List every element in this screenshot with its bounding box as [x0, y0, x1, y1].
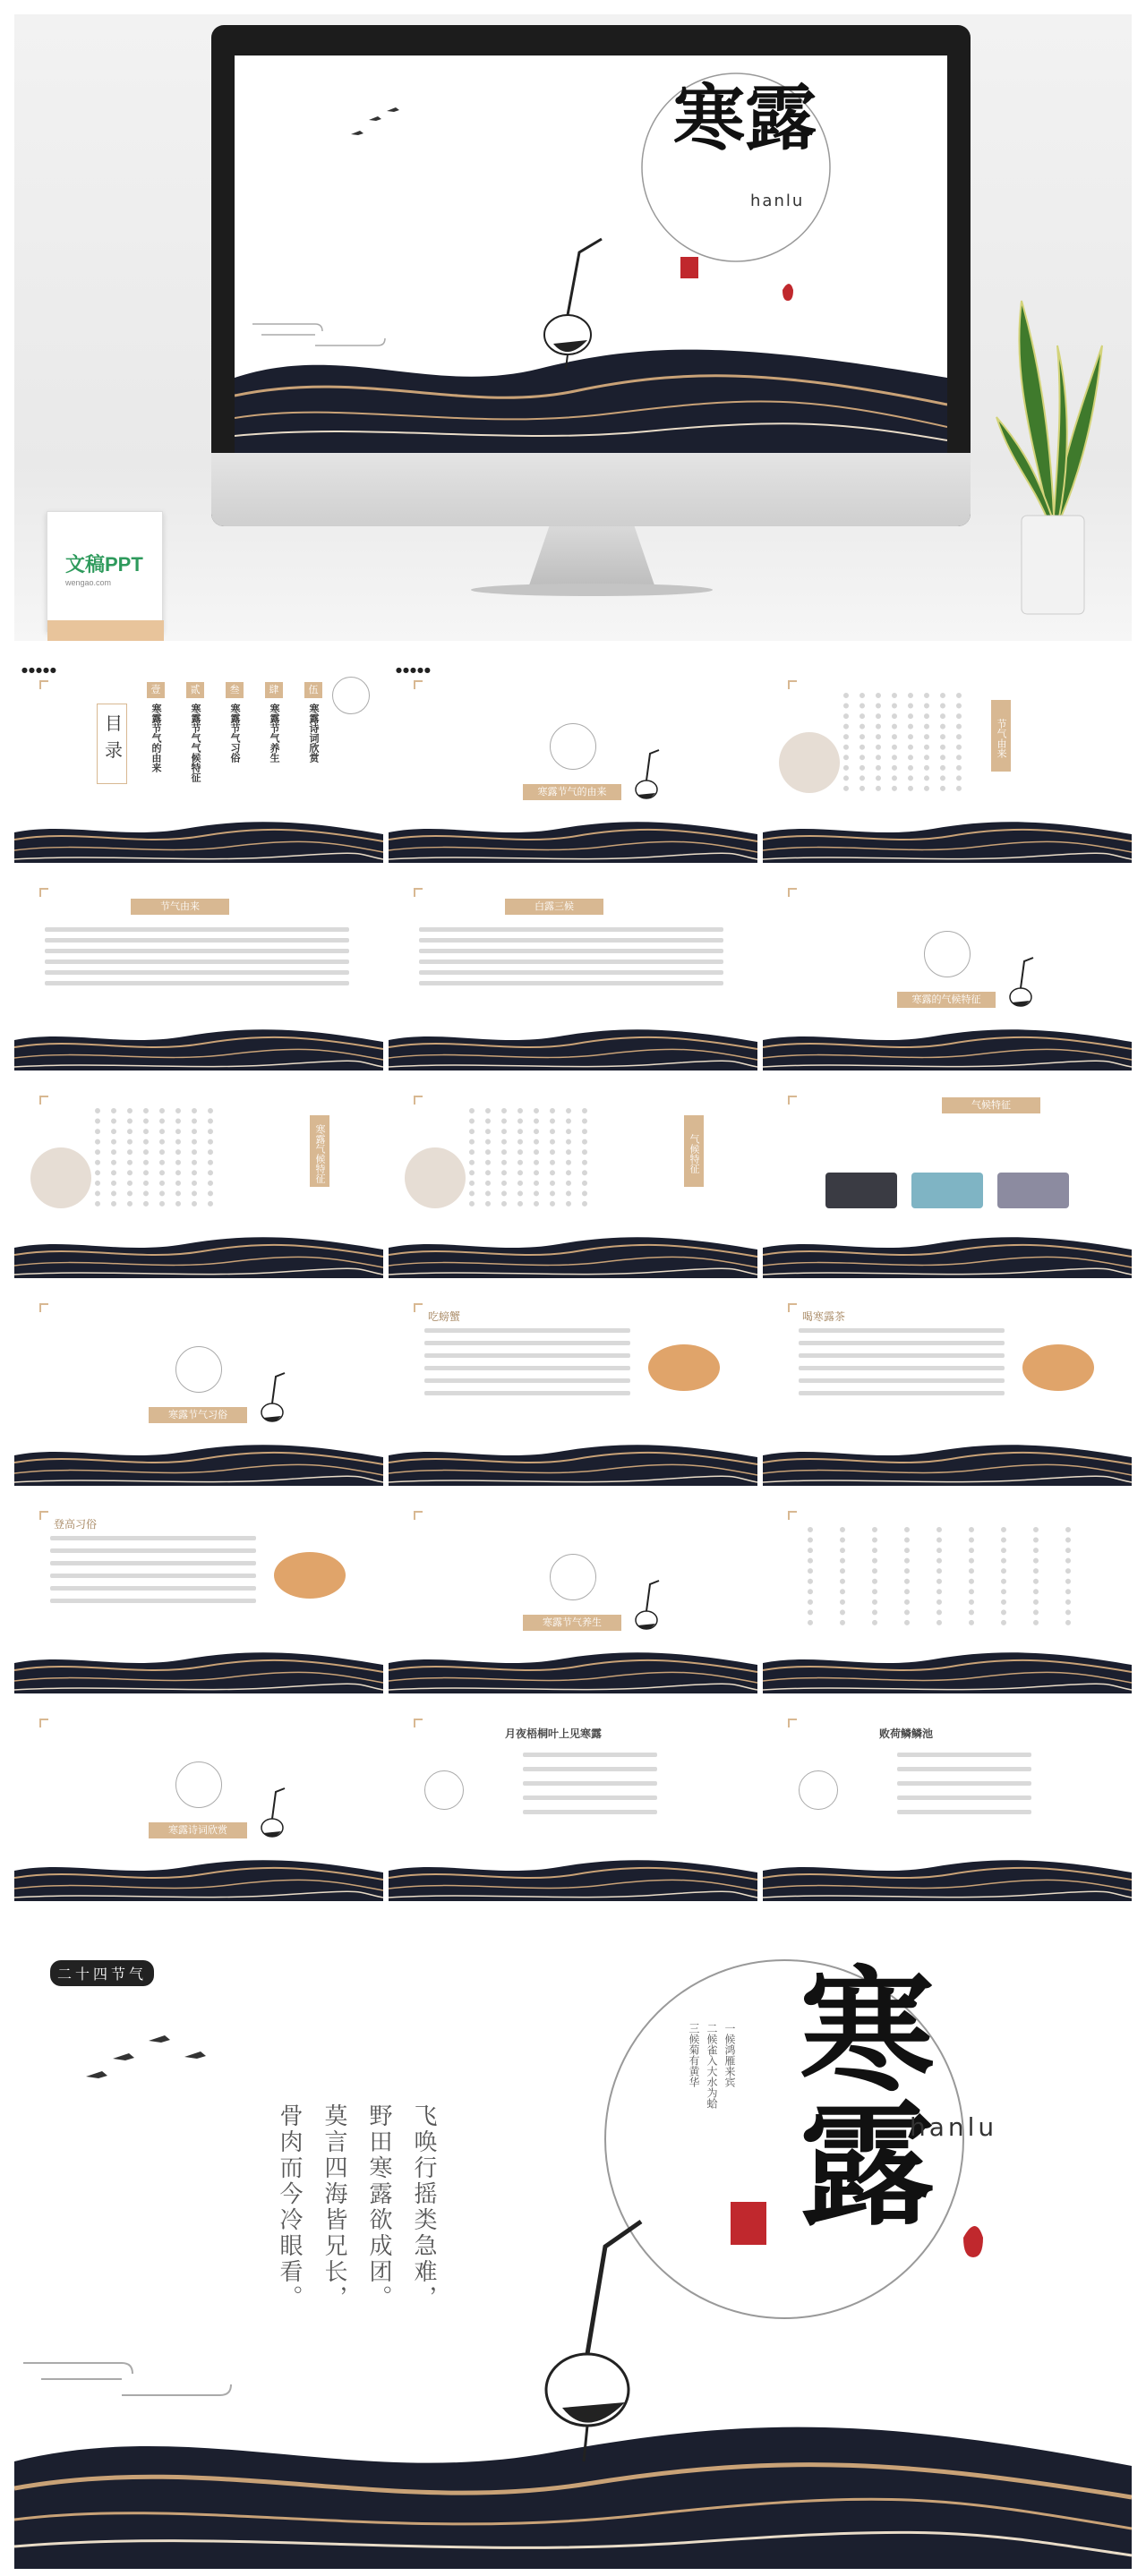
wave-pattern	[14, 1232, 383, 1278]
text-line	[50, 1599, 256, 1603]
monitor-stand	[516, 526, 668, 589]
text-column	[860, 693, 865, 791]
text-column	[143, 1108, 149, 1207]
wave-pattern	[763, 1855, 1132, 1901]
thumb-sec1[interactable]	[389, 661, 757, 863]
toc-num: 叁	[226, 682, 244, 698]
corner-mark	[39, 888, 48, 897]
text-line	[45, 960, 349, 964]
hero-mockup	[14, 14, 1132, 641]
thumb-poem2[interactable]	[763, 1699, 1132, 1901]
thumb-vert2[interactable]	[14, 1076, 383, 1278]
vertical-banner: 寒露气候特征	[310, 1115, 329, 1187]
crane-icon	[544, 239, 602, 369]
section-banner: 寒露节气养生	[523, 1615, 621, 1631]
text-column	[924, 693, 929, 791]
text-column	[566, 1108, 571, 1207]
text-line	[419, 981, 723, 985]
large-pinyin: hanlu	[910, 2112, 998, 2142]
text-line	[45, 949, 349, 953]
section-banner: 寒露节气的由来	[523, 784, 621, 800]
poem-column	[1001, 1527, 1006, 1625]
side-text-c: 三候菊有黄华	[688, 2023, 700, 2087]
text-line	[424, 1378, 630, 1383]
corner-mark	[788, 680, 797, 689]
section-emblem	[175, 1761, 222, 1808]
photo-3	[997, 1173, 1069, 1208]
text-line	[799, 1353, 1005, 1358]
desk-calendar	[47, 511, 163, 632]
poem-column	[808, 1527, 813, 1625]
corner-mark	[39, 1511, 48, 1520]
section-emblem	[175, 1346, 222, 1393]
photo-banner: 气候特征	[942, 1097, 1040, 1113]
text-banner: 节气由来	[131, 899, 229, 915]
monitor-chin	[211, 453, 971, 526]
wave-pattern	[14, 1647, 383, 1693]
text-line	[45, 981, 349, 985]
corner-mark	[414, 680, 423, 689]
toc-num: 肆	[265, 682, 283, 698]
wave-pattern	[14, 1855, 383, 1901]
corner-mark	[788, 1096, 797, 1105]
toc-title-a: 目	[105, 712, 123, 734]
logo-text: 文稿PPT	[65, 553, 143, 576]
text-line	[45, 938, 349, 943]
text-column	[876, 693, 881, 791]
wave-pattern	[389, 1647, 757, 1693]
corner-mark	[788, 1719, 797, 1727]
corner-mark	[414, 888, 423, 897]
poem-column	[936, 1527, 942, 1625]
poem-column	[872, 1527, 877, 1625]
crane-icon-large	[546, 2222, 641, 2461]
text-line	[419, 970, 723, 975]
text-column	[908, 693, 913, 791]
wave-pattern	[763, 1439, 1132, 1486]
text-line	[523, 1767, 657, 1771]
text-column	[843, 693, 849, 791]
thumb-photo	[1022, 1344, 1094, 1391]
toc-title-b: 录	[105, 739, 123, 761]
wave-pattern	[763, 1647, 1132, 1693]
text-line	[523, 1810, 657, 1814]
text-column	[501, 1108, 507, 1207]
wave-pattern	[389, 816, 757, 863]
toc-num: 贰	[186, 682, 204, 698]
text-line	[799, 1341, 1005, 1345]
toc-item-label[interactable]: 寒露诗词欣赏	[308, 704, 320, 763]
text-line	[799, 1366, 1005, 1370]
poem-title: 月夜梧桐叶上见寒露	[505, 1727, 603, 1740]
large-title-char: 寒露	[776, 1960, 935, 2229]
text-column	[485, 1108, 491, 1207]
text-line	[897, 1781, 1031, 1786]
text-line	[523, 1781, 657, 1786]
text-banner: 白露三候	[505, 899, 603, 915]
poem-column	[1065, 1527, 1071, 1625]
text-line	[523, 1753, 657, 1757]
slide-heading: 登高习俗	[54, 1518, 98, 1531]
thumb-poem1[interactable]	[389, 1699, 757, 1901]
wave-pattern	[389, 1232, 757, 1278]
text-line	[45, 927, 349, 932]
text-line	[419, 949, 723, 953]
text-line	[897, 1796, 1031, 1800]
toc-num: 壹	[147, 682, 165, 698]
thumb-sec2[interactable]	[763, 868, 1132, 1070]
corner-mark	[414, 1719, 423, 1727]
corner-mark	[39, 1096, 48, 1105]
text-line	[523, 1796, 657, 1800]
text-line	[799, 1378, 1005, 1383]
plant-icon	[995, 292, 1111, 623]
corner-mark	[788, 1303, 797, 1312]
text-line	[424, 1366, 630, 1370]
slide-heading: 喝寒露茶	[802, 1310, 846, 1323]
text-column	[892, 693, 897, 791]
poem-line-1: 飞唤行摇类急难，	[410, 2103, 437, 2311]
crane-icon	[254, 1371, 290, 1434]
toc-num: 伍	[304, 682, 322, 698]
text-column	[956, 693, 962, 791]
text-column	[175, 1108, 181, 1207]
poem-column	[904, 1527, 910, 1625]
text-line	[50, 1574, 256, 1578]
toc-item-label[interactable]: 寒露节气养生	[269, 704, 280, 763]
wave-pattern	[763, 1232, 1132, 1278]
calendar-base	[47, 620, 164, 641]
thumb-photo	[779, 732, 840, 793]
section-emblem	[924, 931, 971, 977]
wave-pattern	[389, 1024, 757, 1070]
logo-subtext: wengao.com	[65, 578, 112, 587]
section-emblem	[550, 1554, 596, 1600]
corner-mark	[788, 1511, 797, 1520]
corner-mark	[414, 1096, 423, 1105]
corner-mark	[39, 680, 48, 689]
wave-pattern	[14, 1024, 383, 1070]
text-line	[50, 1536, 256, 1540]
wave-pattern	[763, 816, 1132, 863]
mini-emblem	[332, 677, 370, 714]
crane-icon	[254, 1787, 290, 1849]
text-column	[159, 1108, 165, 1207]
text-line	[419, 927, 723, 932]
text-column	[582, 1108, 587, 1207]
text-column	[192, 1108, 197, 1207]
poem-line-3: 莫言四海皆兄长，	[321, 2103, 347, 2311]
crane-icon	[1003, 956, 1039, 1019]
thumb-poems_v[interactable]	[763, 1491, 1132, 1693]
poem-column	[840, 1527, 845, 1625]
text-column	[95, 1108, 100, 1207]
wave-pattern	[14, 816, 383, 863]
wave-pattern	[389, 1439, 757, 1486]
poem-column	[1033, 1527, 1039, 1625]
text-line	[50, 1586, 256, 1591]
text-line	[50, 1548, 256, 1553]
thumb-crab[interactable]	[389, 1284, 757, 1486]
text-line	[424, 1353, 630, 1358]
thumb-photos[interactable]	[763, 1076, 1132, 1278]
thumb-vert3[interactable]	[389, 1076, 757, 1278]
section-banner: 寒露诗词欣赏	[149, 1822, 247, 1838]
thumb-text2[interactable]	[389, 868, 757, 1070]
text-line	[799, 1328, 1005, 1333]
section-banner: 寒露的气候特征	[897, 992, 996, 1008]
text-line	[424, 1341, 630, 1345]
slide-dots: ●●●●●	[21, 666, 57, 674]
text-column	[111, 1108, 116, 1207]
thumb-sec5[interactable]	[14, 1699, 383, 1901]
text-line	[799, 1391, 1005, 1395]
photo-2	[911, 1173, 983, 1208]
text-line	[424, 1391, 630, 1395]
monitor-foot	[471, 584, 713, 596]
poem-column	[969, 1527, 974, 1625]
mini-emblem	[424, 1770, 464, 1810]
section-banner: 寒露节气习俗	[149, 1407, 247, 1423]
text-line	[45, 970, 349, 975]
cover-pinyin: hanlu	[750, 192, 805, 210]
side-text-a: 一候鸿雁来宾	[723, 2023, 736, 2087]
toc-item-label[interactable]: 寒露节气习俗	[229, 704, 241, 763]
cover-art	[235, 55, 947, 453]
text-column	[517, 1108, 523, 1207]
photo-1	[825, 1173, 897, 1208]
thumb-tea[interactable]	[763, 1284, 1132, 1486]
mini-emblem	[799, 1770, 838, 1810]
cover-slide-large	[14, 1942, 1132, 2569]
crane-icon	[629, 748, 664, 811]
thumb-vert1[interactable]	[763, 661, 1132, 863]
text-line	[419, 960, 723, 964]
monitor-screen	[235, 55, 947, 453]
text-line	[897, 1810, 1031, 1814]
thumb-photo	[274, 1552, 346, 1599]
thumb-photo	[405, 1147, 466, 1208]
section-emblem	[550, 723, 596, 770]
thumb-sec4[interactable]	[389, 1491, 757, 1693]
poem-title: 败荷鳞鳞池	[879, 1727, 934, 1740]
text-column	[550, 1108, 555, 1207]
crane-icon	[629, 1579, 664, 1642]
cover-title-char: 寒露	[673, 76, 817, 160]
text-column	[469, 1108, 475, 1207]
text-column	[534, 1108, 539, 1207]
thumb-photo	[30, 1147, 91, 1208]
wave-pattern	[389, 1855, 757, 1901]
thumb-sec3[interactable]	[14, 1284, 383, 1486]
text-line	[897, 1753, 1031, 1757]
text-line	[419, 938, 723, 943]
corner-mark	[414, 1511, 423, 1520]
toc-title	[97, 704, 127, 784]
text-column	[127, 1108, 133, 1207]
corner-mark	[39, 1719, 48, 1727]
text-column	[940, 693, 945, 791]
poem-line-4: 骨肉而今冷眼看。	[276, 2103, 303, 2311]
thumb-climb[interactable]	[14, 1491, 383, 1693]
tag-pill: 二十四节气	[50, 1960, 154, 1986]
poem-line-2: 野田寒露欲成团。	[365, 2103, 392, 2311]
text-column	[208, 1108, 213, 1207]
vertical-banner: 气候特征	[684, 1115, 704, 1187]
corner-mark	[788, 888, 797, 897]
thumb-toc[interactable]	[14, 661, 383, 863]
toc-item-label[interactable]: 寒露节气气候特征	[190, 704, 201, 782]
text-line	[424, 1328, 630, 1333]
toc-item-label[interactable]: 寒露节气的由来	[150, 704, 162, 772]
wave-pattern	[763, 1024, 1132, 1070]
thumb-photo	[648, 1344, 720, 1391]
slide-dots: ●●●●●	[396, 666, 432, 674]
thumb-text1[interactable]	[14, 868, 383, 1070]
text-line	[897, 1767, 1031, 1771]
monitor	[211, 25, 971, 526]
corner-mark	[39, 1303, 48, 1312]
corner-mark	[414, 1303, 423, 1312]
text-line	[50, 1561, 256, 1565]
vertical-banner: 节气由来	[991, 700, 1011, 772]
large-cover-art	[14, 1942, 1132, 2569]
slide-heading: 吃螃蟹	[428, 1310, 461, 1323]
side-text-b: 二候雀入大水为蛤	[706, 2023, 718, 2109]
wave-pattern	[14, 1439, 383, 1486]
